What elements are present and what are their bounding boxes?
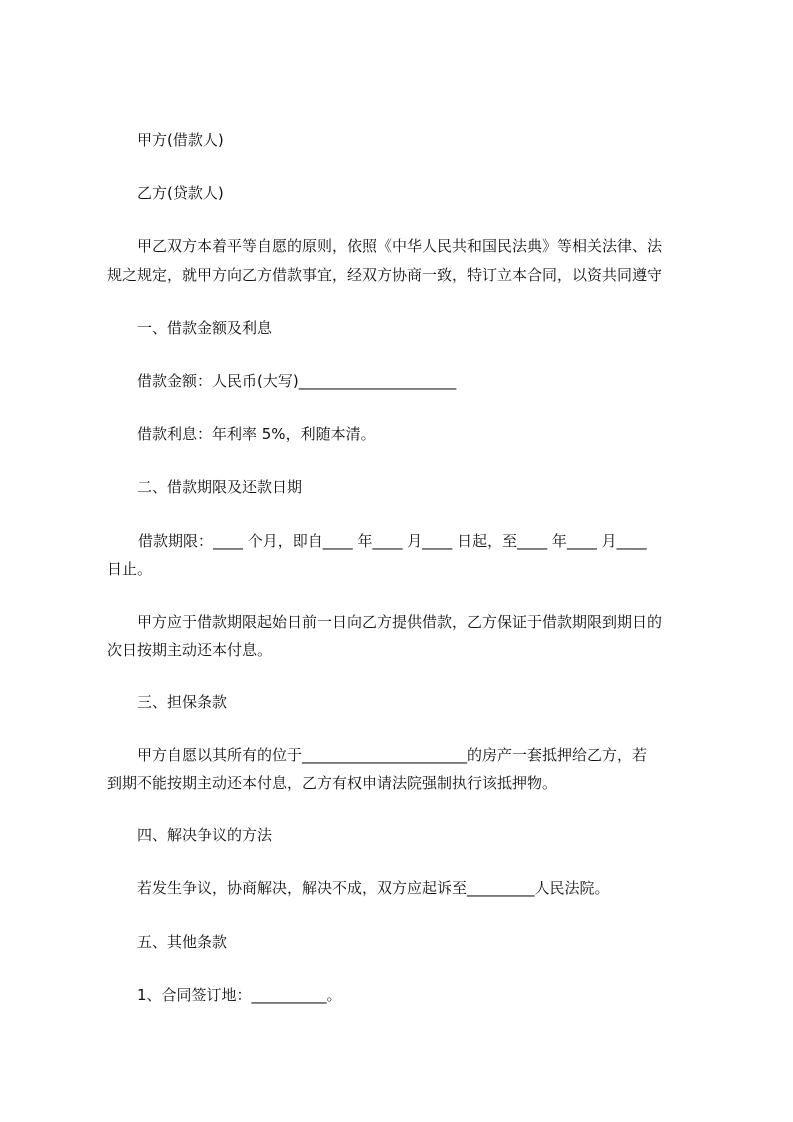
- party-b-label: 乙方(贷款人): [137, 184, 224, 202]
- intro-paragraph-line-1: 甲乙双方本着平等自愿的原则，依照《中华人民共和国民法典》等相关法律、法: [137, 237, 663, 255]
- loan-amount-line: 借款金额：人民币(大写)_____________________: [137, 372, 457, 390]
- loan-interest-line: 借款利息：年利率 5%，利随本清。: [137, 425, 376, 443]
- repayment-line-1: 甲方应于借款期限起始日前一日向乙方提供借款，乙方保证于借款期限到期日的: [137, 613, 663, 631]
- repayment-line-2: 次日按期主动还本付息。: [107, 641, 273, 659]
- guarantee-line-2: 到期不能按期主动还本付息，乙方有权申请法院强制执行该抵押物。: [107, 774, 558, 792]
- section-1-heading: 一、借款金额及利息: [137, 319, 273, 337]
- section-4-heading: 四、解决争议的方法: [137, 826, 273, 844]
- party-a-label: 甲方(借款人): [137, 131, 224, 149]
- guarantee-line-1: 甲方自愿以其所有的位于______________________的房产一套抵押给乙方，若: [137, 746, 648, 764]
- section-3-heading: 三、担保条款: [137, 693, 228, 711]
- other-clause-item-1: 1、合同签订地：__________。: [137, 986, 342, 1004]
- section-2-heading: 二、借款期限及还款日期: [137, 478, 303, 496]
- intro-paragraph-line-2: 规之规定，就甲方向乙方借款事宜，经双方协商一致，特订立本合同，以资共同遵守: [107, 266, 663, 284]
- section-5-heading: 五、其他条款: [137, 933, 228, 951]
- loan-term-line-1: 借款期限：____ 个月，即自____ 年____ 月____ 日起，至____ 年____ 月____: [138, 532, 647, 550]
- dispute-resolution-line: 若发生争议，协商解决，解决不成，双方应起诉至_________人民法院。: [137, 879, 610, 897]
- loan-term-line-2: 日止。: [107, 560, 153, 578]
